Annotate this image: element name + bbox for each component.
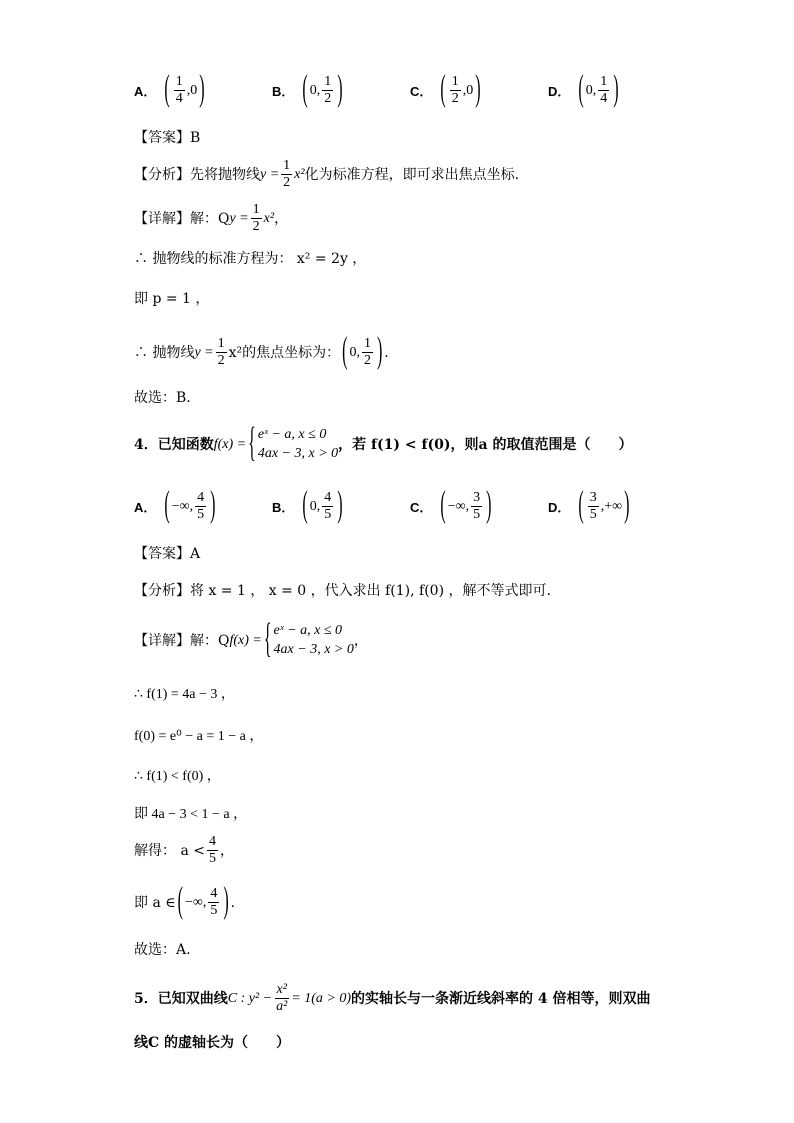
option-tail: ,0 bbox=[462, 82, 474, 98]
option-head: −∞, bbox=[171, 498, 194, 514]
fraction: $\frac{1}{4}$ bbox=[600, 74, 608, 107]
q4-option-a: A． ( −∞, $\frac{4}{5}$ ) bbox=[134, 485, 216, 525]
fraction: $\frac{3}{5}$ bbox=[589, 490, 597, 523]
option-letter: A． bbox=[134, 500, 157, 516]
q3-choose: 故选：B. bbox=[134, 390, 191, 406]
q4-step-1: ∴ f(1) = 4a − 3 ， bbox=[134, 687, 235, 702]
option-head: 0, bbox=[309, 82, 321, 98]
option-letter: D． bbox=[548, 500, 571, 516]
option-head: −∞, bbox=[447, 498, 470, 514]
q3-step-1: ∴ 抛物线的标准方程为： x² = 2y ， bbox=[134, 251, 367, 267]
q3-option-b: B． ( 0, $\frac{1}{2}$ ) bbox=[272, 69, 343, 109]
q4-step-6: 即 a ∈ ( −∞, $\frac{4}{5}$ ) . bbox=[134, 881, 236, 921]
option-letter: B． bbox=[272, 500, 295, 516]
q4-step-5: 解得： a < $\frac{4}{5}$ ， bbox=[134, 834, 234, 867]
option-letter: D． bbox=[548, 84, 571, 100]
q4-step-2: f(0) = e⁰ − a = 1 − a ， bbox=[134, 729, 264, 744]
q4-choose: 故选：A. bbox=[134, 942, 191, 958]
q3-detail: 【详解】解：Q y = $\frac{1}{2}$ x² ， bbox=[134, 202, 289, 235]
q3-option-c: C． ( $\frac{1}{2}$ ,0 ) bbox=[410, 69, 481, 109]
q3-option-a: A． ( $\frac{1}{4}$ ,0 ) bbox=[134, 69, 205, 109]
q3-analysis: 【分析】先将抛物线 y = $\frac{1}{2}$ x² 化为标准方程，即可求出焦点坐标. bbox=[134, 158, 520, 191]
fraction: $\frac{4}{5}$ bbox=[197, 490, 205, 523]
q4-analysis: 【分析】将 x = 1 ， x = 0 ，代入求出 f(1), f(0) ，解不等式即可. bbox=[134, 583, 551, 599]
q4-stem: 4．已知函数 f(x) = { eˣ − a, x ≤ 0 4ax − 3, x > 0 ，若 f(1) < f(0)，则a 的取值范围是（ ） bbox=[134, 421, 633, 466]
q3-option-d: D． ( 0, $\frac{1}{4}$ ) bbox=[548, 69, 619, 109]
q4-option-c: C． ( −∞, $\frac{3}{5}$ ) bbox=[410, 485, 492, 525]
fraction: $\frac{1}{2}$ bbox=[451, 74, 459, 107]
option-letter: C． bbox=[410, 84, 433, 100]
q4-answer: 【答案】A bbox=[134, 546, 201, 562]
fraction: $\frac{4}{5}$ bbox=[324, 490, 332, 523]
option-letter: B． bbox=[272, 84, 295, 100]
q3-step-2: 即 p = 1 ， bbox=[134, 291, 210, 307]
fraction: $\frac{1}{2}$ bbox=[324, 74, 332, 107]
option-letter: A． bbox=[134, 84, 157, 100]
q4-detail: 【详解】解：Q f(x) = { eˣ − a, x ≤ 0 4ax − 3, x > 0 ， bbox=[134, 617, 368, 662]
option-letter: C． bbox=[410, 500, 433, 516]
q4-option-b: B． ( 0, $\frac{4}{5}$ ) bbox=[272, 485, 343, 525]
option-head: 0, bbox=[309, 498, 321, 514]
q4-step-4: 即 4a − 3 < 1 − a ， bbox=[134, 807, 248, 822]
q3-answer: 【答案】B bbox=[134, 130, 201, 146]
q5-stem-line-2: 线C 的虚轴长为（ ） bbox=[134, 1035, 291, 1051]
option-tail: ,0 bbox=[186, 82, 198, 98]
fraction: $\frac{3}{5}$ bbox=[473, 490, 481, 523]
q4-step-3: ∴ f(1) < f(0) ， bbox=[134, 769, 221, 784]
q3-step-3: ∴ 抛物线 y = $\frac{1}{2}$ x²的焦点坐标为： ( 0, $\frac{1}{2}$ ) . bbox=[134, 331, 389, 371]
option-head: 0, bbox=[585, 82, 597, 98]
q5-stem-line-1: 5．已知双曲线 C : y² − $\frac{\text{x²}}{\text{a²}}$ = 1(a > 0) 的实轴长与一条渐近线斜率的 4 倍相等，则双曲 bbox=[134, 982, 651, 1015]
fraction: $\frac{1}{4}$ bbox=[175, 74, 183, 107]
option-tail: ,+∞ bbox=[600, 498, 623, 514]
q4-option-d: D． ( $\frac{3}{5}$ ,+∞ ) bbox=[548, 485, 630, 525]
